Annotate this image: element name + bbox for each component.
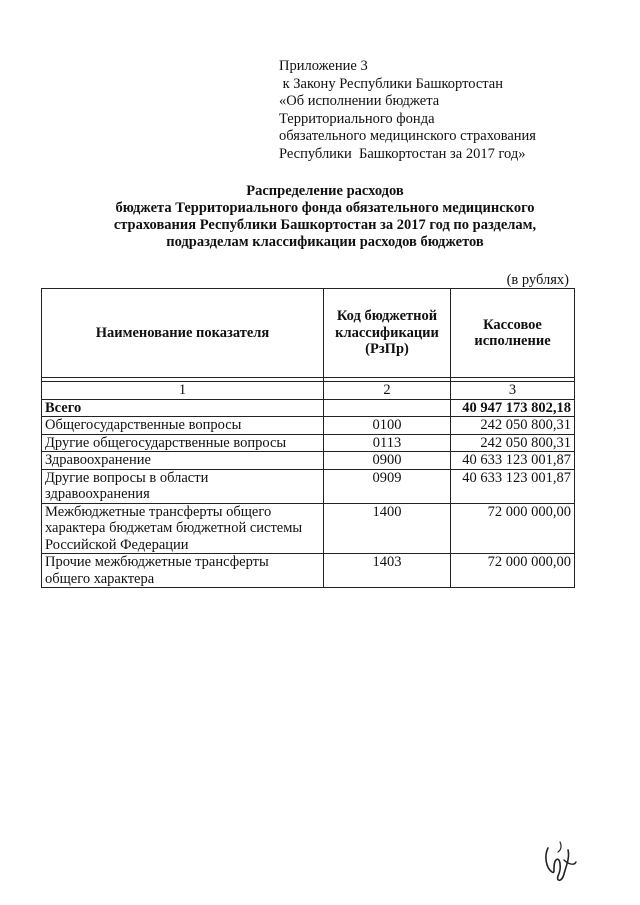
appendix-line: к Закону Республики Башкортостан [279,75,503,92]
row-amount: 40 633 123 001,87 [451,469,575,503]
handwritten-signature [540,838,580,891]
title-line: Распределение расходов [246,183,404,199]
title-line: страхования Республики Башкортостан за 2017 год по разделам, [113,217,537,233]
column-number: 3 [451,382,575,400]
table-row [42,554,575,588]
row-code: 1403 [324,554,451,588]
row-code: 0113 [324,434,451,452]
table-row [42,503,575,554]
header-indicator-name: Наименование показателя [42,289,324,378]
appendix-line: «Об исполнении бюджета [279,93,440,110]
expenditure-table [41,288,575,588]
row-amount: 242 050 800,31 [451,434,575,452]
row-name: Общегосударственные вопросы [42,417,324,435]
table-row [42,417,575,435]
table-row-total [42,399,575,417]
appendix-line: обязательного медицинского страхования [279,128,536,145]
document-title [60,183,590,251]
table-header-row [42,289,575,378]
appendix-line: Территориального фонда [279,110,435,127]
column-number-row [42,382,575,400]
signature-mark [540,838,580,886]
row-name: Другие вопросы в области здравоохранения [42,469,324,503]
row-amount: 40 633 123 001,87 [451,452,575,470]
row-code: 0909 [324,469,451,503]
header-budget-code: Код бюджетной классификации (РзПр) [324,289,451,378]
table-row [42,434,575,452]
row-amount: 40 947 173 802,18 [451,399,575,417]
row-name: Здравоохранение [42,452,324,470]
appendix-note [279,58,536,164]
row-amount: 242 050 800,31 [451,417,575,435]
unit-note: (в рублях) [506,272,569,288]
title-line: бюджета Территориального фонда обязательного медицинского [115,200,535,216]
row-code: 1400 [324,503,451,554]
row-name: Другие общегосударственные вопросы [42,434,324,452]
row-amount: 72 000 000,00 [451,503,575,554]
row-name: Всего [42,399,324,417]
row-code [324,399,451,417]
appendix-line: Приложение 3 [279,58,368,74]
appendix-line: Республики Башкортостан за 2017 год» [279,145,526,162]
row-name: Межбюджетные трансферты общего характера бюджетам бюджетной системы Российской Федерации [42,503,324,554]
table-row [42,452,575,470]
row-amount: 72 000 000,00 [451,554,575,588]
header-cash-execution: Кассовое исполнение [451,289,575,378]
column-number: 1 [42,382,324,400]
row-code: 0100 [324,417,451,435]
column-number: 2 [324,382,451,400]
title-line: подразделам классификации расходов бюджетов [166,234,484,250]
row-code: 0900 [324,452,451,470]
table-row [42,469,575,503]
row-name: Прочие межбюджетные трансферты общего характера [42,554,324,588]
